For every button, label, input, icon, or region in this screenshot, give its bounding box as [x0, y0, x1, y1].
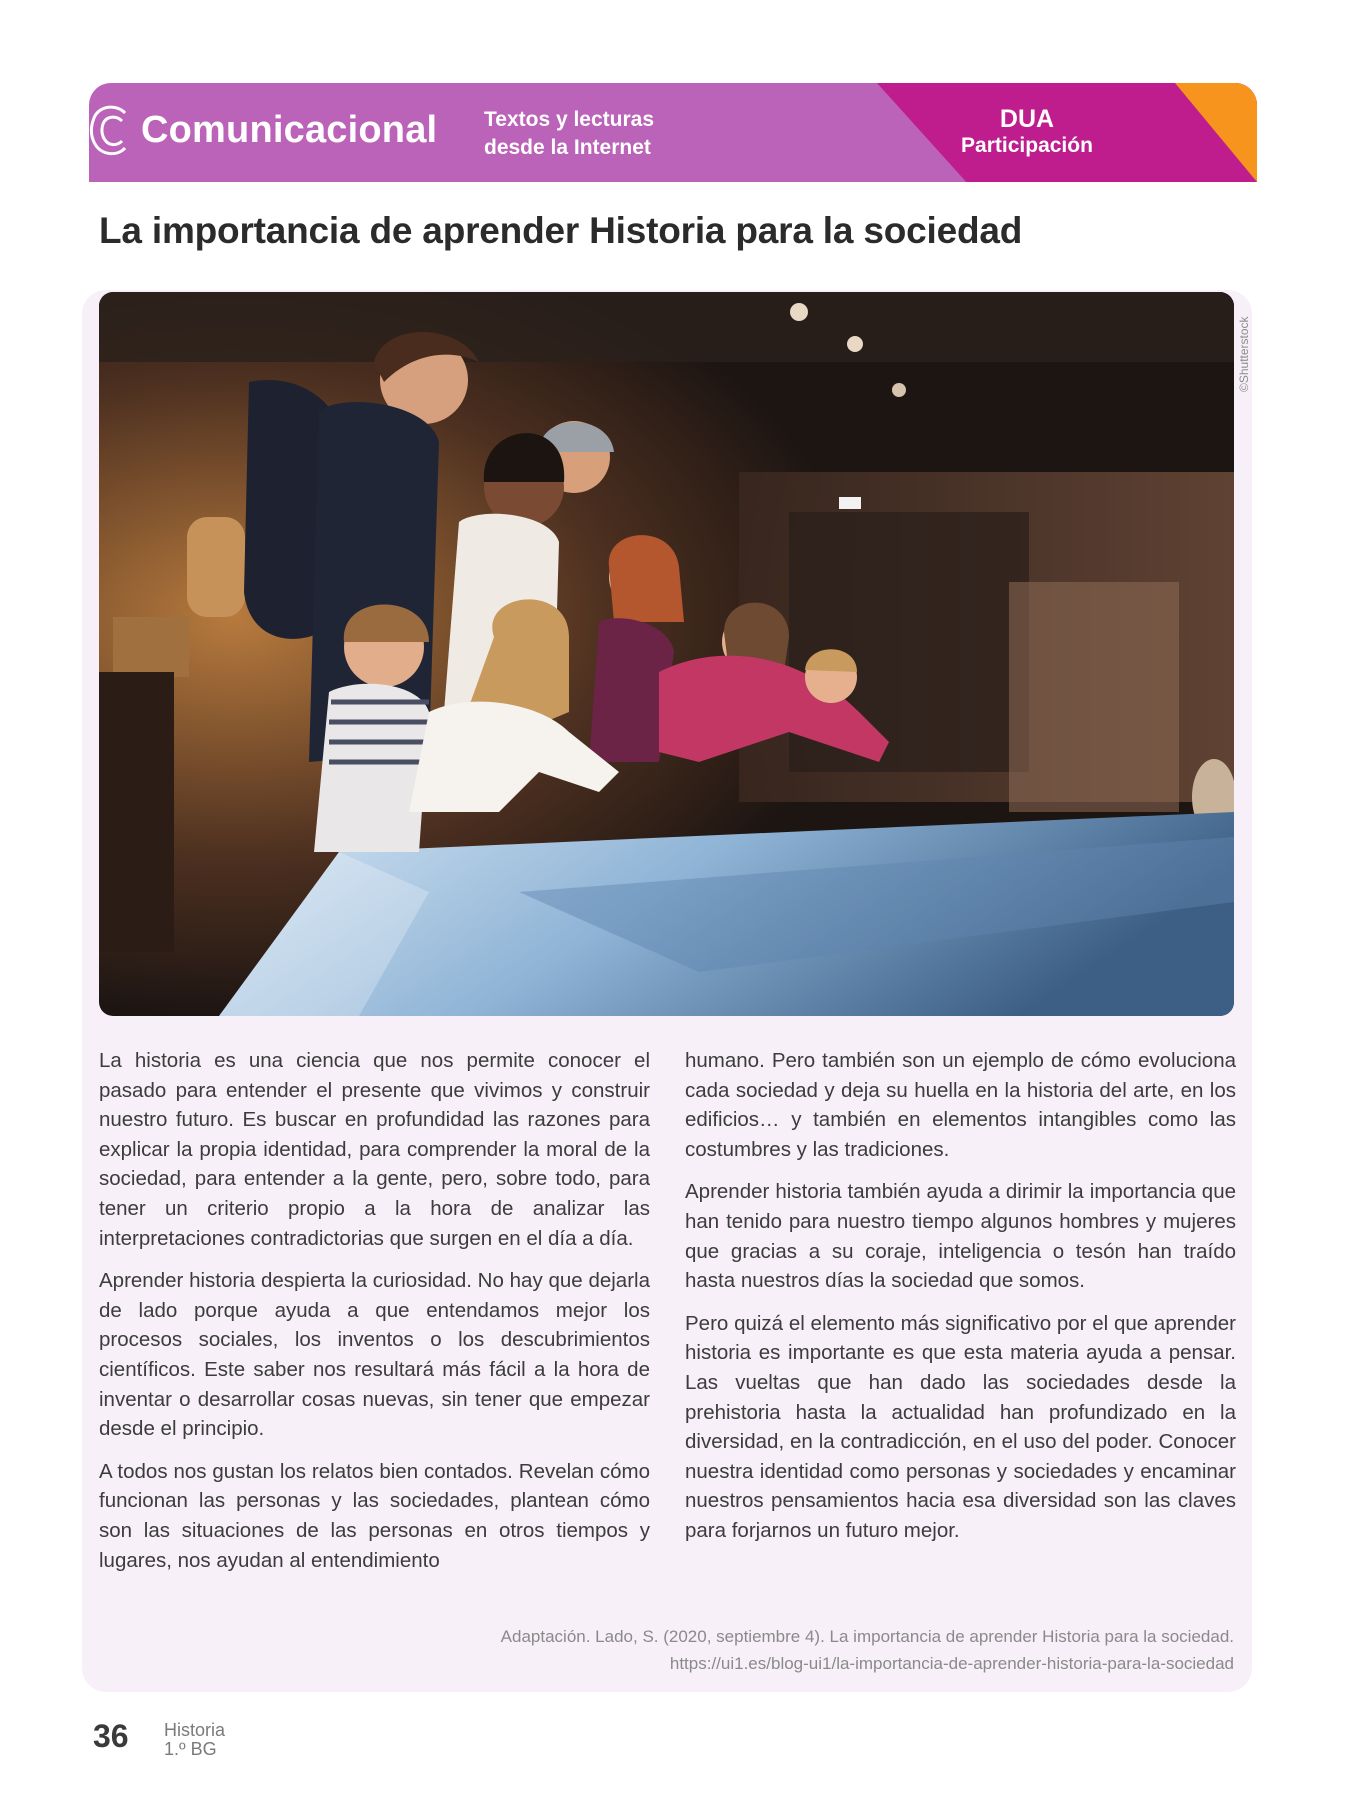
dua-tag-subtitle: Participación — [961, 134, 1093, 157]
dua-tag — [927, 105, 1127, 159]
dua-tag-title: DUA — [999, 105, 1055, 133]
body-column-right — [685, 1046, 1236, 1559]
grade-level: 1.º BG — [164, 1739, 217, 1759]
page-title: La importancia de aprender Historia para la sociedad — [99, 210, 1023, 251]
page-number: 36 — [93, 1718, 129, 1754]
paragraph: Aprender historia también ayuda a dirimir la importancia que han tenido para nuestro tiempo algunos hombres y mujeres que gracias a su coraje, inteligencia o tesón han traído hasta nuestros días la sociedad que somos. — [685, 1180, 1236, 1293]
paragraph: A todos nos gustan los relatos bien contados. Revelan cómo funcionan las personas y las sociedades, plantean cómo son las situaciones de las personas en otros tiempos y lugares, nos ayudan al entendimiento — [99, 1459, 650, 1572]
body-column-left — [99, 1046, 650, 1588]
paragraph: La historia es una ciencia que nos permite conocer el pasado para entender el presente que vivimos y construir nuestro futuro. Es buscar en profundidad las razones para explicar la propia identidad, para comprender la moral de la sociedad, para entender a la gente, pero, sobre todo, para tener un criterio propio a la hora de analizar las interpretaciones contradictorias que surgen en el día a día. — [99, 1049, 650, 1250]
source-citation — [501, 1623, 1234, 1677]
museum-photo-illustration — [99, 292, 1234, 1016]
museum-photo — [99, 292, 1234, 1016]
subject-label — [164, 1721, 225, 1759]
paragraph: humano. Pero también son un ejemplo de cómo evoluciona cada sociedad y deja su huella en la historia del arte, en los edificios… y también en elementos intangibles como las costumbres y las tradiciones. — [685, 1049, 1236, 1161]
comunicacional-logo-icon — [89, 101, 131, 161]
photo-credit: ©Shutterstock — [1237, 316, 1251, 392]
source-url[interactable]: https://ui1.es/blog-ui1/la-importancia-de-aprender-historia-para-la-sociedad — [669, 1654, 1234, 1673]
section-label-line1: Textos y lecturas — [484, 108, 655, 131]
paragraph: Pero quizá el elemento más significativo por el que aprender historia es importante es que esta materia ayuda a pensar. Las vueltas que han dado las sociedades desde la prehistoria hasta la actualidad han profundizado en la diversidad, en la contradicción, en el uso del poder. Conocer nuestra identidad como personas y sociedades y encaminar nuestros pensamientos hacia esa diversidad son las claves para forjarnos un futuro mejor. — [685, 1311, 1236, 1542]
brand-name: Comunicacional — [141, 109, 438, 151]
source-citation-text: Adaptación. Lado, S. (2020, septiembre 4). La importancia de aprender Historia para la sociedad. — [500, 1627, 1234, 1646]
subject-name: Historia — [164, 1720, 226, 1740]
section-label — [484, 106, 654, 162]
section-label-line2: desde la Internet — [484, 136, 651, 159]
header-banner — [89, 83, 1257, 182]
paragraph: Aprender historia despierta la curiosidad. No hay que dejarla de lado porque ayuda a que entendamos mejor los procesos sociales, los inventos o los descubrimientos científicos. Este saber nos resultará más fácil a la hora de inventar o desarrollar cosas nuevas, sin tener que empezar desde el principio. — [99, 1269, 650, 1441]
